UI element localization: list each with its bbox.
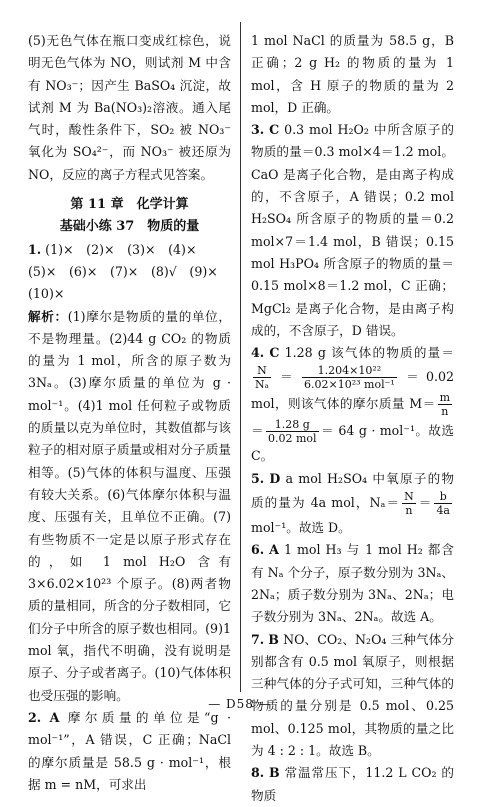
fraction-denominator: 4a bbox=[436, 504, 450, 518]
q6-text: 1 mol H₃ 与 1 mol H₂ 都含有 Nₐ 个分子，原子数分别为 3Nₐ、2Nₐ；质子数分别为 3Nₐ、2Nₐ；电子数分别为 3Nₐ、2Nₐ。故选 A。 bbox=[251, 542, 454, 625]
q2-continuation: 1 mol NaCl 的质量为 58.5 g，B 正确；2 g H₂ 的物质的量为 1 mol，含 H 原子的物质的量为 2 mol，D 正确。 bbox=[251, 33, 454, 115]
q7-number: 7. bbox=[251, 631, 265, 647]
q2-answer: A bbox=[49, 709, 60, 725]
analysis-text: (1)摩尔是物质的量的单位，不是物理量。(2)44 g CO₂ 的物质的量为 1 mol，所含的原子数为 3Nₐ。(3)摩尔质量的单位为 g · mol⁻¹。(4)1 mol 任何粒子或物质的质量以克为单位时，其数值都与该粒子的相对原子质量或相对分子质量相等。(5)气体的体积与温度、压强有较大关系。(6)气体摩尔体积与温度、压强有关，且单位不正确。(7)有些物质不一定是以原子形式存在的，如 1 mol H₂O 含有 3×6.02×10²³ 个原子。(8)两者物质的量相同，所含的分子数相同，它们分子中所含的原子数也相同。(9)1 mol 氧，指代不明确，没有说明是原子、分子或者离子。(10)气体体积也受压强的影响。 bbox=[28, 308, 232, 703]
section-title: 基础小练 37 物质的量 bbox=[59, 219, 200, 235]
q6-paragraph bbox=[251, 539, 454, 628]
q2-number: 2. bbox=[28, 709, 42, 725]
q1-number: 1. bbox=[28, 241, 42, 257]
chapter-title: 第 11 章 化学计算 bbox=[70, 197, 189, 213]
q8-paragraph bbox=[251, 762, 454, 807]
q5-answer: D bbox=[269, 470, 281, 486]
q5-equals: ＝ bbox=[417, 495, 433, 511]
q4-equals: ＝ bbox=[272, 369, 301, 385]
column-divider bbox=[240, 22, 241, 692]
q5-text-b: mol⁻¹。故选 D。 bbox=[251, 520, 351, 536]
q5-paragraph bbox=[251, 468, 454, 540]
q4-fraction-m-over-n bbox=[438, 391, 452, 418]
fraction-denominator: 6.02×10²³ mol⁻¹ bbox=[304, 378, 395, 392]
q4-text-b: ＝0.02 mol，则该气体的摩尔质量 M＝ bbox=[251, 369, 455, 412]
q4-paragraph bbox=[251, 342, 454, 468]
q8-number: 8. bbox=[251, 765, 265, 781]
q5-fraction-b-over-4a bbox=[434, 490, 452, 517]
q3-text: 0.3 mol H₂O₂ 中所含原子的物质的量＝0.3 mol×4＝1.2 mol。CaO 是离子化合物，是由离子构成的，不含原子，A 错误；0.2 mol H₂SO₄ 所含原子的物质的量＝0.2 mol×7＝1.4 mol，B 错误；0.15 mol H₃PO₄ 所含原子的物质的量＝0.15 mol×8＝1.2 mol，C 正确；MgCl₂ 是离子化合物，是由离子构成的，不含原子，D 错误。 bbox=[251, 122, 454, 338]
q5-fraction-n-over-n bbox=[402, 490, 416, 517]
q4-fraction-count bbox=[302, 364, 397, 391]
q3-number: 3. bbox=[251, 122, 265, 138]
q3-paragraph bbox=[251, 119, 454, 342]
fraction-numerator: b bbox=[434, 490, 452, 504]
fraction-numerator: m bbox=[439, 391, 450, 405]
q1-line-2: (5)× (6)× (7)× (8)√ (9)× bbox=[28, 263, 218, 279]
fraction-numerator: 1.28 g bbox=[266, 418, 319, 432]
analysis-label: 解析： bbox=[28, 308, 68, 324]
q1-answers bbox=[28, 239, 231, 261]
right-column bbox=[251, 30, 454, 807]
q3-answer: C bbox=[269, 122, 280, 138]
page-number: — D58 — bbox=[208, 697, 272, 711]
fraction-numerator: N bbox=[253, 364, 271, 378]
q4-text-c: ＝ 64 g · mol⁻¹。故选 C。 bbox=[251, 423, 455, 464]
q7-paragraph bbox=[251, 629, 454, 763]
q5-text-a: a mol H₂SO₄ 中氧原子的物质的量为 4a mol，Nₐ＝ bbox=[251, 470, 454, 511]
fraction-numerator: 1.204×10²² bbox=[302, 364, 397, 378]
q8-answer: B bbox=[269, 765, 280, 781]
fraction-numerator: N bbox=[404, 490, 414, 504]
fraction-denominator: Nₐ bbox=[255, 378, 269, 392]
q2-paragraph bbox=[28, 707, 231, 796]
q8-text: 常温常压下，11.2 L CO₂ 的物质 bbox=[251, 765, 454, 803]
q4-fraction-mass bbox=[266, 418, 319, 445]
q1-line-1: (1)× (2)× (3)× (4)× bbox=[45, 241, 197, 257]
fraction-denominator: 0.02 mol bbox=[268, 432, 317, 446]
q7-answer: B bbox=[268, 631, 279, 647]
q4-fraction-n-over-na bbox=[253, 364, 271, 391]
q1-analysis bbox=[28, 306, 231, 707]
q4-text-a: 1.28 g 该气体的物质的量＝ bbox=[284, 345, 454, 361]
q2-text: 摩尔质量的单位是“g · mol⁻¹”，A 错误，C 正确；NaCl 的摩尔质量是 58.5 g · mol⁻¹，根据 m = nM，可求出 bbox=[28, 709, 231, 792]
q6-number: 6. bbox=[251, 542, 265, 558]
q4-number: 4. bbox=[251, 345, 265, 361]
fraction-denominator: n bbox=[441, 405, 449, 419]
fraction-denominator: n bbox=[405, 504, 413, 518]
q1-line-3: (10)× bbox=[28, 286, 65, 302]
q7-text: NO、CO₂、N₂O₄ 三种气体分别都含有 0.5 mol 氧原子，则根据三种气体的分子式可知，三种气体的物质的量分别是 0.5 mol、0.25 mol、0.125 mol，其物质的量之比为 4 : 2 : 1。故选 B。 bbox=[251, 631, 454, 759]
q5-answer-paragraph: (5)无色气体在瓶口变成红棕色，说明无色气体为 NO，则试剂 M 中含有 NO₃⁻；因产生 BaSO₄ 沉淀，故试剂 M 为 Ba(NO₃)₂溶液。通入尾气时，酸性条件下，SO₂ 被 NO₃⁻ 氧化为 SO₄²⁻，而 NO₃⁻ 被还原为 NO，反应的离子方程式见答案。 bbox=[28, 33, 231, 182]
left-column bbox=[28, 30, 231, 796]
q4-answer: C bbox=[269, 345, 280, 361]
q4-equals-2: ＝ bbox=[251, 423, 265, 439]
q5-number: 5. bbox=[251, 470, 265, 486]
q6-answer: A bbox=[269, 542, 279, 558]
